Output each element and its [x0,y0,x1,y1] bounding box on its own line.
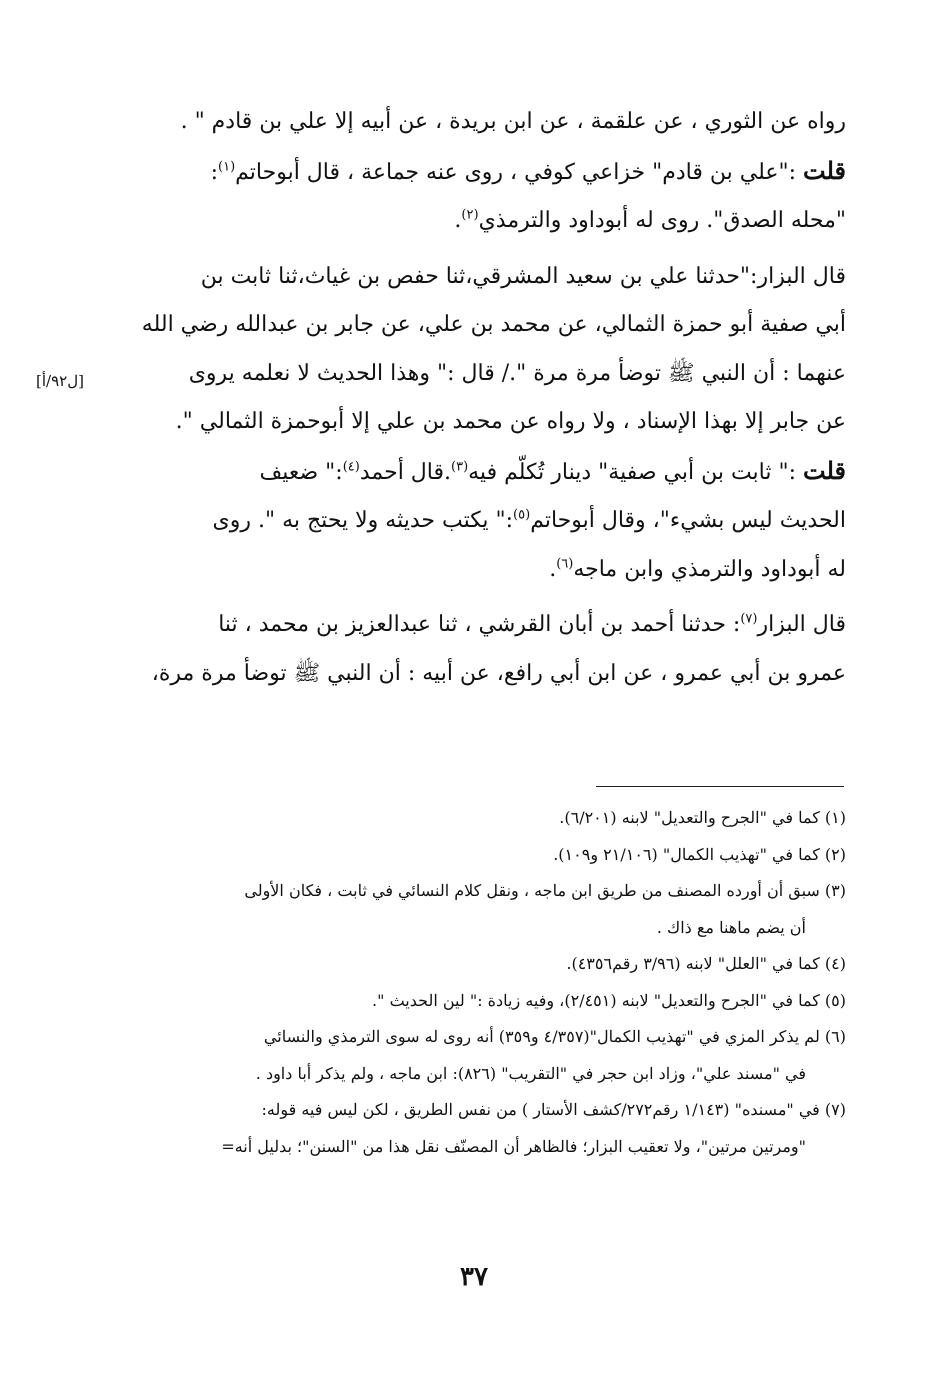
footnote-line: (٢) كما في "تهذيب الكمال" (٢١/١٠٦ و١٠٩). [553,844,846,864]
footnote-line: في "مسند علي"، وزاد ابن حجر في "التقريب" (٨٢٦): ابن ماجه ، ولم يذكر أبا داود . [255,1063,806,1083]
text-run: . [549,556,557,582]
footnote-7 [128,1092,846,1165]
page-number: ٣٧ [460,1262,488,1292]
footnote-line: (١) كما في "الجرح والتعديل" لابنه (٦/٢٠١). [559,808,846,827]
footnote-separator [596,786,844,787]
footnote-line: (٦) لم يذكر المزي في "تهذيب الكمال"(٤/٣٥٧ و٣٥٩) أنه روى له سوى الترمذي والنسائي [263,1027,846,1046]
paragraph-1 [128,98,846,147]
text-run: . [454,208,462,233]
text-run: :"علي بن قادم" خزاعي كوفي ، روى عنه جماعة ، قال أبوحاتم [235,159,804,185]
paragraph-5 [128,601,846,698]
text-run: :" يكتب حديثه ولا يحتج به ". روى [212,508,514,533]
paragraph-4 [128,447,846,595]
text-line [128,497,846,546]
footnote-ref: (١) [218,159,236,175]
text-run: الحديث ليس بشيء"، وقال أبوحاتم [530,508,846,533]
footnote-ref: (٧) [740,611,758,627]
qult-label: قلت [803,155,846,185]
text-line: عن جابر إلا بهذا الإسناد ، ولا رواه عن محمد بن علي إلا أبوحمزة الثمالي ". [175,409,846,434]
text-line: رواه عن الثوري ، عن علقمة ، عن ابن بريدة ، عن أبيه إلا علي بن قادم " . [180,109,846,134]
footnote-3 [128,873,846,946]
footnote-line: (٣) سبق أن أورده المصنف من طريق ابن ماجه ، ونقل كلام النسائي في ثابت ، فكان الأولى [244,881,846,900]
footnote-5 [128,983,846,1020]
manuscript-folio-marker: [ل٩٢/أ] [36,372,84,390]
footnote-ref: (٢) [461,207,479,223]
footnote-ref: (٦) [556,556,574,572]
footnote-ref: (٥) [513,507,531,523]
footnote-4 [128,946,846,983]
text-line [128,546,846,595]
text-run: :" ضعيف [259,459,343,485]
text-run: قال البزار [757,612,846,637]
text-run: : حدثنا أحمد بن أبان القرشي ، ثنا عبدالعزيز بن محمد ، ثنا [218,612,741,637]
text-line [128,447,846,498]
footnote-line: "ومرتين مرتين"، ولا تعقيب البزار؛ فالظاهر أن المصنّف نقل هذا من "السنن"؛ بدليل أنه= [221,1136,806,1156]
text-line: قال البزار:"حدثنا علي بن سعيد المشرقي،ثنا حفص بن غياث،ثنا ثابت بن [200,263,846,289]
footnote-ref: (٤) [342,459,360,475]
footnote-2 [128,837,846,874]
text-line: أبي صفية أبو حمزة الثمالي، عن محمد بن علي، عن جابر بن عبدالله رضي الله [141,312,846,337]
text-line: عمرو بن أبي عمرو ، عن ابن أبي رافع، عن أبيه : أن النبي ﷺ توضأ مرة مرة، [151,660,846,686]
footnote-line: (٧) في "مسنده" (١/١٤٣ رقم٢٧٢/كشف الأستار ) من نفس الطريق ، لكن ليس فيه قوله: [261,1100,846,1119]
text-run: "محله الصدق". روى له أبوداود والترمذي [478,208,846,233]
text-run: له أبوداود والترمذي وابن ماجه [573,556,846,582]
text-run: :" ثابت بن أبي صفية" دينار تُكلّم فيه [468,459,804,485]
footnote-1 [128,800,846,837]
paragraph-2 [128,147,846,246]
text-run: .قال أحمد [359,459,451,485]
footnote-line: (٥) كما في "الجرح والتعديل" لابنه (٢/٤٥١)، وفيه زيادة :" لين الحديث ". [372,990,846,1010]
footnote-ref: (٣) [451,459,469,475]
text-line: عنهما : أن النبي ﷺ توضأ مرة مرة "./ قال :" وهذا الحديث لا نعلمه يروى [188,360,846,386]
qult-label: قلت [803,455,846,485]
text-line [128,147,846,198]
footnote-6 [128,1019,846,1092]
paragraph-3 [128,253,846,447]
text-run: : [210,159,218,185]
main-text [128,98,846,698]
text-line [128,197,846,246]
footnotes [128,800,846,1165]
text-line [128,601,846,650]
footnote-line: (٤) كما في "العلل" لابنه (٣/٩٦ رقم٤٣٥٦). [566,954,846,973]
footnote-line: أن يضم ماهنا مع ذاك . [656,917,806,937]
